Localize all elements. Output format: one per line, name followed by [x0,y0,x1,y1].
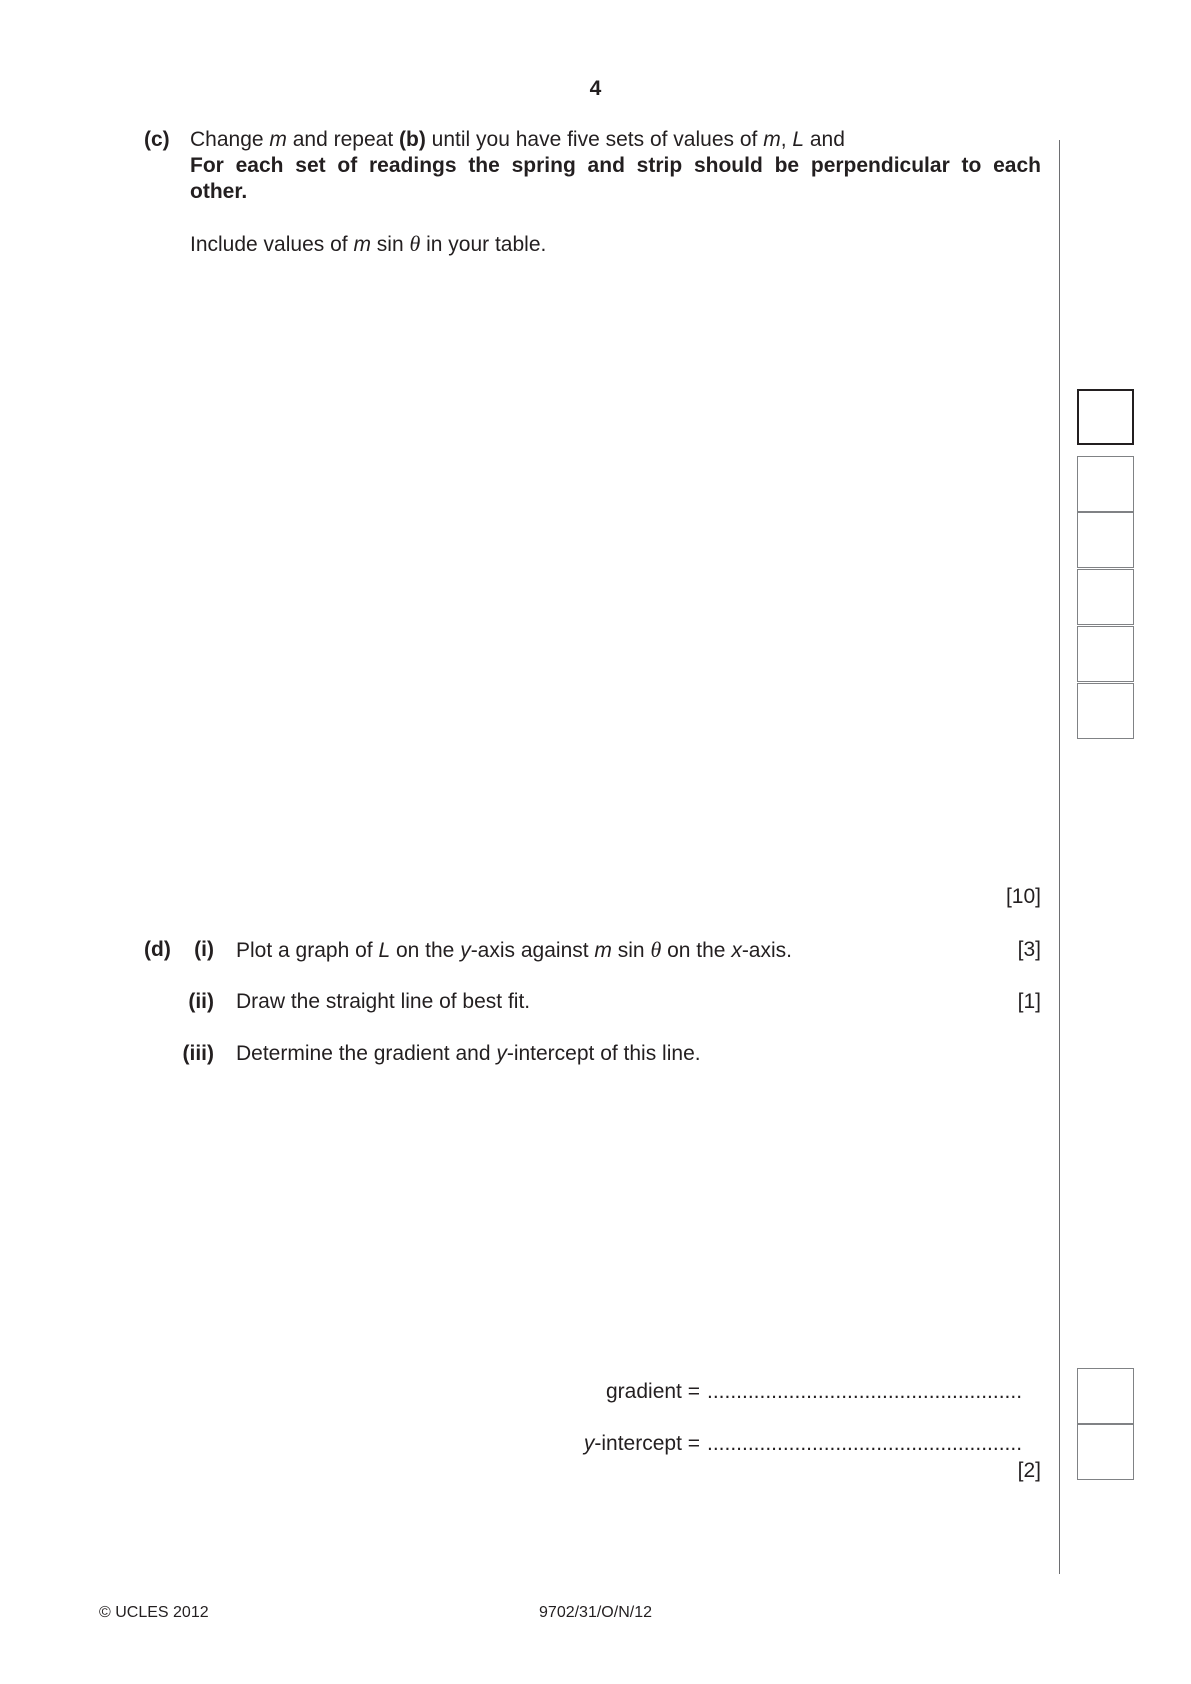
part-d-label: (d) [144,938,171,961]
part-c-line1: Change m and repeat (b) until you have five sets of values of m, L and [190,128,845,151]
part-c-label: (c) [144,128,170,151]
part-c-bold-instruction-1: For each set of readings the spring and strip should be perpendicular to each [190,154,1041,177]
part-d-iii-marks: [2] [1017,1459,1041,1482]
part-c-marks: [10] [1005,885,1041,908]
part-d-iii-label: (iii) [182,1042,214,1065]
part-d-i-marks: [3] [1017,938,1041,961]
part-d-i-text: Plot a graph of L on the y-axis against m sin θ on the x-axis. [236,937,792,962]
part-c-include-text: Include values of m sin θ in your table. [190,231,547,256]
part-d-ii-label: (ii) [188,990,214,1013]
footer-copyright: © UCLES 2012 [99,1604,209,1621]
part-c-bold-instruction-2: other. [190,180,248,203]
examiner-box [1077,569,1134,625]
part-d-ii-text: Draw the straight line of best fit. [236,990,531,1013]
examiner-box [1077,456,1134,512]
footer-paper-code: 9702/31/O/N/12 [539,1604,652,1621]
y-intercept-answer-line[interactable]: ...................................................... [707,1432,1023,1455]
examiner-box [1077,1368,1134,1424]
examiner-box [1077,683,1134,739]
gradient-label: gradient = [606,1380,700,1403]
part-d-ii-marks: [1] [1017,990,1041,1013]
page-number: 4 [589,77,602,100]
y-intercept-label: y-intercept = [583,1432,700,1455]
part-d-i-label: (i) [194,938,214,961]
margin-rule [1059,140,1060,1574]
gradient-answer-line[interactable]: ...................................................... [707,1380,1023,1403]
examiner-box [1077,626,1134,682]
examiner-box [1077,1424,1134,1480]
examiner-box [1077,389,1134,445]
part-d-iii-text: Determine the gradient and y-intercept of this line. [236,1042,701,1065]
examiner-box [1077,512,1134,568]
